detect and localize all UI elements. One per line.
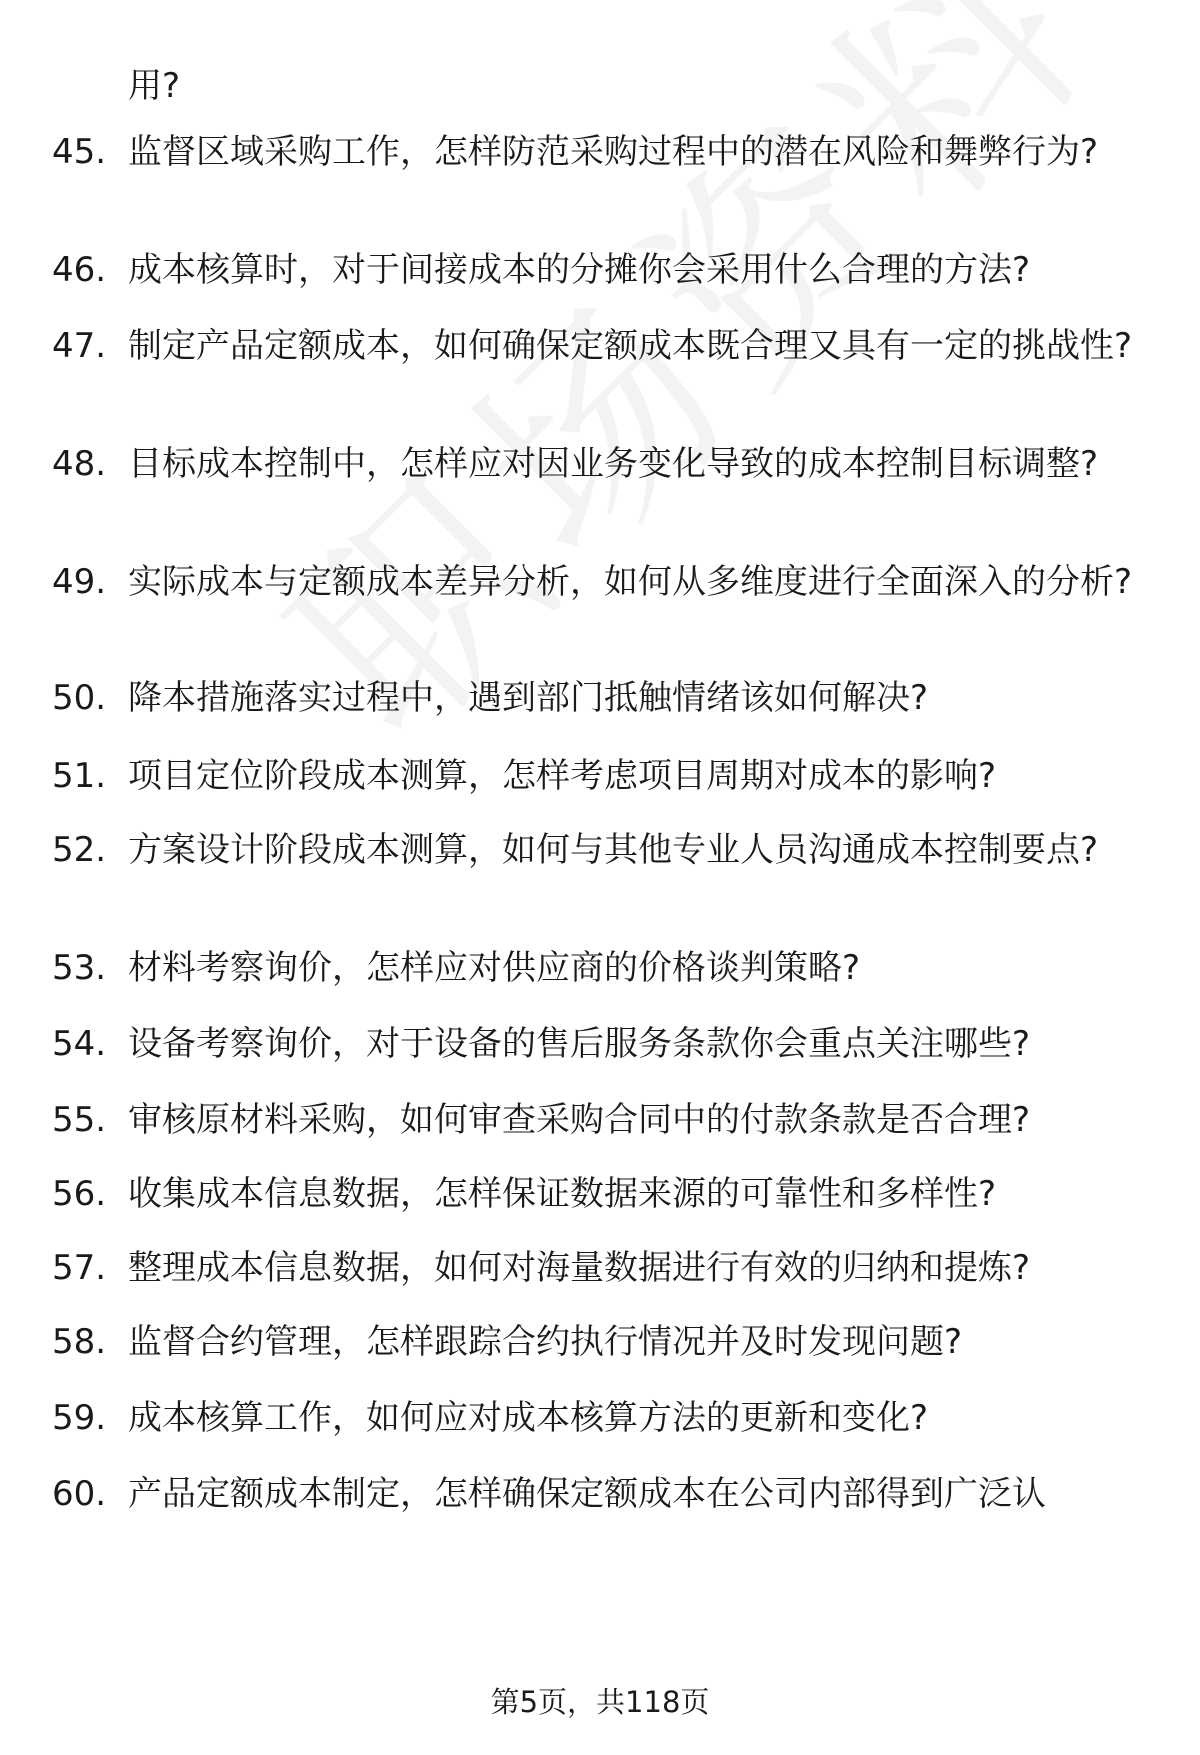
question-number: 54. [52, 1024, 107, 1064]
question-number: 45. [52, 132, 107, 172]
question-number: 47. [52, 326, 107, 366]
question-text: 成本核算时，对于间接成本的分摊你会采用什么合理的方法? [128, 250, 1031, 290]
question-number: 51. [52, 756, 107, 796]
question-item [52, 1020, 1152, 1068]
continuation-text: 用? [128, 66, 181, 106]
question-number: 58. [52, 1322, 107, 1362]
question-item [52, 440, 1152, 488]
question-number: 56. [52, 1174, 107, 1214]
question-item [52, 558, 1152, 606]
question-text: 材料考察询价，怎样应对供应商的价格谈判策略? [128, 948, 861, 988]
question-number: 48. [52, 444, 107, 484]
question-item [52, 752, 1152, 800]
question-text: 审核原材料采购，如何审查采购合同中的付款条款是否合理? [128, 1100, 1031, 1140]
question-number: 49. [52, 562, 107, 602]
question-text: 产品定额成本制定，怎样确保定额成本在公司内部得到广泛认 [128, 1474, 1046, 1514]
question-number: 50. [52, 678, 107, 718]
question-text: 方案设计阶段成本测算，如何与其他专业人员沟通成本控制要点? [128, 830, 1099, 870]
page-footer: 第5页，共118页 [490, 1685, 710, 1719]
question-item [52, 1170, 1152, 1218]
question-item [52, 128, 1152, 176]
question-text: 项目定位阶段成本测算，怎样考虑项目周期对成本的影响? [128, 756, 997, 796]
question-item [52, 322, 1152, 370]
question-item [52, 1096, 1152, 1144]
question-number: 46. [52, 250, 107, 290]
question-number: 52. [52, 830, 107, 870]
question-text: 监督区域采购工作，怎样防范采购过程中的潜在风险和舞弊行为? [128, 132, 1099, 172]
question-text: 目标成本控制中，怎样应对因业务变化导致的成本控制目标调整? [128, 444, 1099, 484]
question-text: 成本核算工作，如何应对成本核算方法的更新和变化? [128, 1398, 929, 1438]
question-number: 59. [52, 1398, 107, 1438]
question-item [52, 1318, 1152, 1366]
question-number: 57. [52, 1248, 107, 1288]
question-text: 整理成本信息数据，如何对海量数据进行有效的归纳和提炼? [128, 1248, 1031, 1288]
question-text: 降本措施落实过程中，遇到部门抵触情绪该如何解决? [128, 678, 929, 718]
question-item [52, 1244, 1152, 1292]
question-number: 53. [52, 948, 107, 988]
question-number: 55. [52, 1100, 107, 1140]
question-text: 实际成本与定额成本差异分析，如何从多维度进行全面深入的分析? [128, 562, 1133, 602]
question-text: 监督合约管理，怎样跟踪合约执行情况并及时发现问题? [128, 1322, 963, 1362]
question-text: 制定产品定额成本，如何确保定额成本既合理又具有一定的挑战性? [128, 326, 1133, 366]
question-item [52, 674, 1152, 722]
question-item [52, 1394, 1152, 1442]
question-item [52, 826, 1152, 874]
question-text: 收集成本信息数据，怎样保证数据来源的可靠性和多样性? [128, 1174, 997, 1214]
question-number: 60. [52, 1474, 107, 1514]
question-item [52, 944, 1152, 992]
question-item [52, 1470, 1152, 1518]
question-item [52, 246, 1152, 294]
question-text: 设备考察询价，对于设备的售后服务条款你会重点关注哪些? [128, 1024, 1031, 1064]
